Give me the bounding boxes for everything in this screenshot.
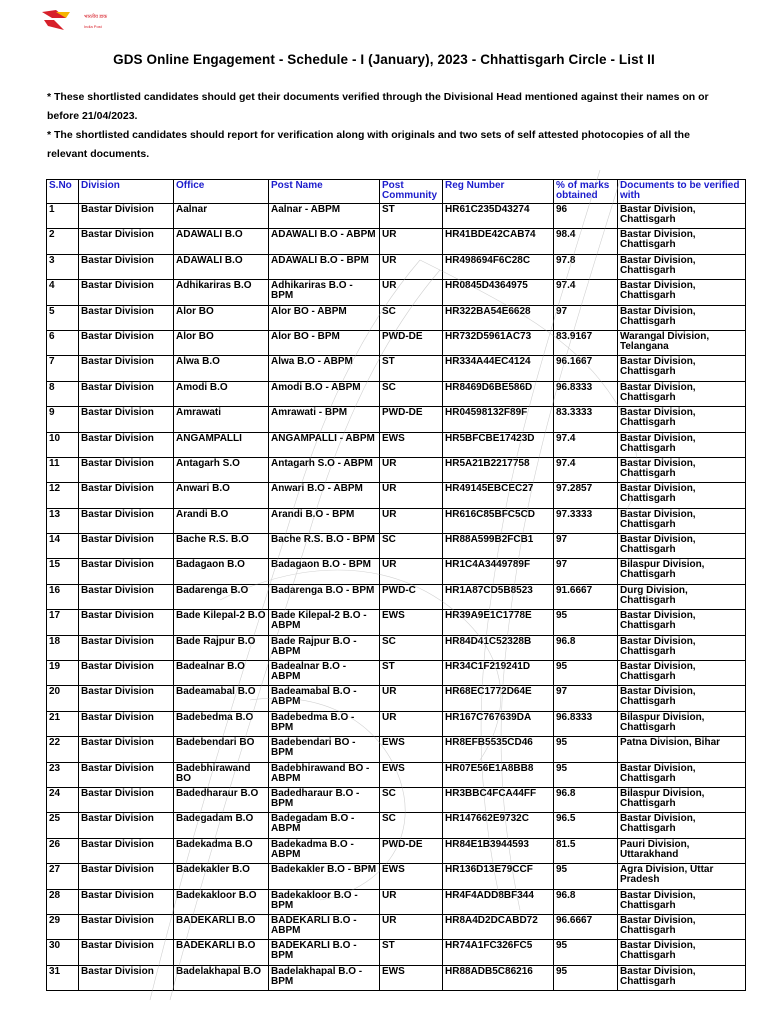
table-cell: 95: [554, 965, 618, 990]
table-cell: Bastar Division: [79, 305, 174, 330]
table-row: [47, 483, 746, 508]
table-cell: 97.4: [554, 280, 618, 305]
table-cell: PWD-C: [380, 584, 443, 609]
table-cell: SC: [380, 635, 443, 660]
table-cell: 18: [47, 635, 79, 660]
table-cell: HR8469D6BE586D: [443, 381, 554, 406]
table-cell: Bade Kilepal-2 B.O - ABPM: [269, 610, 380, 635]
table-cell: Bilaspur Division, Chattisgarh: [618, 711, 746, 736]
table-cell: BADEKARLI B.O: [174, 914, 269, 939]
table-cell: Badeamabal B.O: [174, 686, 269, 711]
column-header: Reg Number: [443, 180, 554, 204]
table-cell: Bastar Division: [79, 711, 174, 736]
table-row: [47, 330, 746, 355]
table-cell: Bastar Division: [79, 940, 174, 965]
notes-section: [47, 88, 727, 164]
note-1: * These shortlisted candidates should get their documents verified through the Divisional Head mentioned against their names on or before 21/04/2023.: [47, 91, 709, 122]
table-cell: HR5A21B2217758: [443, 457, 554, 482]
table-row: [47, 940, 746, 965]
table-cell: Bastar Division: [79, 787, 174, 812]
table-cell: Adhikariras B.O: [174, 280, 269, 305]
table-cell: HR68EC1772D64E: [443, 686, 554, 711]
table-cell: Arandi B.O: [174, 508, 269, 533]
table-cell: Bastar Division: [79, 407, 174, 432]
table-cell: Badekakler B.O: [174, 864, 269, 889]
table-cell: HR07E56E1A8BB8: [443, 762, 554, 787]
table-cell: Arandi B.O - BPM: [269, 508, 380, 533]
table-cell: HR732D5961AC73: [443, 330, 554, 355]
table-cell: Bastar Division: [79, 204, 174, 229]
table-cell: EWS: [380, 864, 443, 889]
table-header-row: [47, 180, 746, 204]
table-cell: Alor BO: [174, 305, 269, 330]
table-cell: Bastar Division: [79, 432, 174, 457]
table-cell: Alwa B.O: [174, 356, 269, 381]
table-cell: 97: [554, 559, 618, 584]
table-cell: 7: [47, 356, 79, 381]
table-row: [47, 508, 746, 533]
table-cell: Antagarh S.O: [174, 457, 269, 482]
table-row: [47, 305, 746, 330]
table-cell: HR04598132F89F: [443, 407, 554, 432]
table-cell: 81.5: [554, 838, 618, 863]
table-cell: Badebendari BO - BPM: [269, 737, 380, 762]
table-cell: ADAWALI B.O - BPM: [269, 254, 380, 279]
table-row: [47, 914, 746, 939]
table-cell: HR8A4D2DCABD72: [443, 914, 554, 939]
table-cell: UR: [380, 686, 443, 711]
table-row: [47, 254, 746, 279]
table-cell: Bilaspur Division, Chattisgarh: [618, 559, 746, 584]
table-cell: HR498694F6C28C: [443, 254, 554, 279]
table-cell: BADEKARLI B.O - ABPM: [269, 914, 380, 939]
table-cell: Bastar Division, Chattisgarh: [618, 356, 746, 381]
table-cell: Bastar Division, Chattisgarh: [618, 914, 746, 939]
table-cell: HR84D41C52328B: [443, 635, 554, 660]
table-cell: ST: [380, 356, 443, 381]
table-cell: 97.2857: [554, 483, 618, 508]
table-row: [47, 356, 746, 381]
table-cell: EWS: [380, 762, 443, 787]
table-cell: 98.4: [554, 229, 618, 254]
table-cell: Bastar Division, Chattisgarh: [618, 635, 746, 660]
table-cell: Durg Division, Chattisgarh: [618, 584, 746, 609]
table-cell: 13: [47, 508, 79, 533]
table-cell: HR0845D4364975: [443, 280, 554, 305]
table-cell: EWS: [380, 432, 443, 457]
table-cell: HR49145EBCEC27: [443, 483, 554, 508]
table-cell: 96.8333: [554, 381, 618, 406]
table-cell: 30: [47, 940, 79, 965]
column-header: Division: [79, 180, 174, 204]
table-cell: Badelakhapal B.O: [174, 965, 269, 990]
table-row: [47, 559, 746, 584]
table-cell: Badekadma B.O: [174, 838, 269, 863]
table-cell: Badekakler B.O - BPM: [269, 864, 380, 889]
table-cell: UR: [380, 711, 443, 736]
table-cell: Bastar Division, Chattisgarh: [618, 762, 746, 787]
table-cell: Alor BO - ABPM: [269, 305, 380, 330]
table-cell: Bastar Division, Chattisgarh: [618, 889, 746, 914]
table-cell: Bastar Division: [79, 330, 174, 355]
table-cell: HR88ADB5C86216: [443, 965, 554, 990]
table-row: [47, 889, 746, 914]
table-cell: Adhikariras B.O - BPM: [269, 280, 380, 305]
table-cell: Bastar Division, Chattisgarh: [618, 407, 746, 432]
table-cell: Badeamabal B.O - ABPM: [269, 686, 380, 711]
table-cell: UR: [380, 914, 443, 939]
table-cell: 5: [47, 305, 79, 330]
table-cell: Bastar Division, Chattisgarh: [618, 204, 746, 229]
table-cell: 95: [554, 762, 618, 787]
table-cell: Bache R.S. B.O - BPM: [269, 534, 380, 559]
table-cell: Bastar Division: [79, 280, 174, 305]
table-cell: 3: [47, 254, 79, 279]
table-cell: Bastar Division, Chattisgarh: [618, 686, 746, 711]
table-cell: Bastar Division, Chattisgarh: [618, 432, 746, 457]
table-row: [47, 432, 746, 457]
table-cell: Bastar Division, Chattisgarh: [618, 229, 746, 254]
table-row: [47, 661, 746, 686]
table-cell: HR334A44EC4124: [443, 356, 554, 381]
table-cell: SC: [380, 305, 443, 330]
table-row: [47, 204, 746, 229]
table-cell: HR1A87CD5B8523: [443, 584, 554, 609]
table-cell: Amodi B.O: [174, 381, 269, 406]
table-cell: 97: [554, 305, 618, 330]
table-cell: Aalnar: [174, 204, 269, 229]
table-cell: Badelakhapal B.O - BPM: [269, 965, 380, 990]
table-row: [47, 584, 746, 609]
table-cell: 27: [47, 864, 79, 889]
table-cell: HR167C767639DA: [443, 711, 554, 736]
table-cell: HR34C1F219241D: [443, 661, 554, 686]
table-row: [47, 610, 746, 635]
column-header: S.No: [47, 180, 79, 204]
table-cell: Badebhirawand BO: [174, 762, 269, 787]
table-cell: Bastar Division: [79, 483, 174, 508]
table-cell: Badebedma B.O - BPM: [269, 711, 380, 736]
table-row: [47, 787, 746, 812]
table-cell: HR84E1B3944593: [443, 838, 554, 863]
table-cell: Bastar Division: [79, 635, 174, 660]
table-cell: Bastar Division, Chattisgarh: [618, 508, 746, 533]
table-cell: Bastar Division: [79, 661, 174, 686]
table-cell: ST: [380, 661, 443, 686]
table-cell: 96.6667: [554, 914, 618, 939]
table-cell: 97: [554, 534, 618, 559]
table-cell: 1: [47, 204, 79, 229]
table-cell: 31: [47, 965, 79, 990]
table-cell: PWD-DE: [380, 407, 443, 432]
table-row: [47, 457, 746, 482]
table-cell: 25: [47, 813, 79, 838]
table-cell: Bastar Division: [79, 889, 174, 914]
table-cell: HR8EFB5535CD46: [443, 737, 554, 762]
table-cell: 14: [47, 534, 79, 559]
table-cell: 95: [554, 940, 618, 965]
table-row: [47, 381, 746, 406]
table-cell: Alor BO: [174, 330, 269, 355]
table-cell: HR136D13E79CCF: [443, 864, 554, 889]
table-cell: 97.8: [554, 254, 618, 279]
table-cell: Badedharaur B.O - BPM: [269, 787, 380, 812]
table-cell: 96.1667: [554, 356, 618, 381]
table-cell: Bastar Division: [79, 559, 174, 584]
table-cell: Bade Kilepal-2 B.O: [174, 610, 269, 635]
table-cell: Badedharaur B.O: [174, 787, 269, 812]
table-cell: Bastar Division, Chattisgarh: [618, 254, 746, 279]
table-cell: 4: [47, 280, 79, 305]
table-cell: 83.3333: [554, 407, 618, 432]
table-cell: Bache R.S. B.O: [174, 534, 269, 559]
table-cell: Bastar Division, Chattisgarh: [618, 534, 746, 559]
table-cell: Bastar Division, Chattisgarh: [618, 661, 746, 686]
table-cell: EWS: [380, 737, 443, 762]
table-cell: HR61C235D43274: [443, 204, 554, 229]
table-cell: 96: [554, 204, 618, 229]
column-header: Office: [174, 180, 269, 204]
table-cell: 96.8: [554, 787, 618, 812]
table-cell: UR: [380, 889, 443, 914]
table-cell: Bade Rajpur B.O - ABPM: [269, 635, 380, 660]
table-cell: 8: [47, 381, 79, 406]
table-cell: Alwa B.O - ABPM: [269, 356, 380, 381]
table-cell: UR: [380, 559, 443, 584]
table-cell: Warangal Division, Telangana: [618, 330, 746, 355]
table-row: [47, 813, 746, 838]
table-row: [47, 686, 746, 711]
table-cell: Badebedma B.O: [174, 711, 269, 736]
table-cell: Badebhirawand BO - ABPM: [269, 762, 380, 787]
table-cell: ADAWALI B.O - ABPM: [269, 229, 380, 254]
table-cell: 23: [47, 762, 79, 787]
table-cell: 97.4: [554, 432, 618, 457]
table-cell: ADAWALI B.O: [174, 229, 269, 254]
table-cell: UR: [380, 280, 443, 305]
column-header: Documents to be verified with: [618, 180, 746, 204]
table-cell: Bastar Division, Chattisgarh: [618, 381, 746, 406]
table-cell: 29: [47, 914, 79, 939]
table-cell: Amrawati: [174, 407, 269, 432]
table-cell: UR: [380, 508, 443, 533]
table-cell: Bastar Division: [79, 356, 174, 381]
table-cell: 15: [47, 559, 79, 584]
table-cell: 16: [47, 584, 79, 609]
table-cell: ADAWALI B.O: [174, 254, 269, 279]
table-cell: Bastar Division, Chattisgarh: [618, 483, 746, 508]
table-cell: UR: [380, 457, 443, 482]
table-cell: Anwari B.O - ABPM: [269, 483, 380, 508]
table-cell: Bilaspur Division, Chattisgarh: [618, 787, 746, 812]
table-cell: Badekadma B.O - ABPM: [269, 838, 380, 863]
table-cell: Amrawati - BPM: [269, 407, 380, 432]
table-cell: 17: [47, 610, 79, 635]
table-row: [47, 737, 746, 762]
table-cell: BADEKARLI B.O: [174, 940, 269, 965]
table-cell: Bastar Division: [79, 229, 174, 254]
table-cell: Agra Division, Uttar Pradesh: [618, 864, 746, 889]
india-post-logo-icon: [40, 6, 112, 38]
table-cell: 19: [47, 661, 79, 686]
table-cell: Bastar Division, Chattisgarh: [618, 305, 746, 330]
table-row: [47, 711, 746, 736]
table-body: [47, 204, 746, 991]
table-row: [47, 635, 746, 660]
table-cell: Bastar Division: [79, 254, 174, 279]
table-row: [47, 762, 746, 787]
table-cell: Amodi B.O - ABPM: [269, 381, 380, 406]
table-cell: Badekakloor B.O: [174, 889, 269, 914]
table-cell: Badealnar B.O - ABPM: [269, 661, 380, 686]
table-cell: ANGAMPALLI - ABPM: [269, 432, 380, 457]
table-cell: PWD-DE: [380, 330, 443, 355]
table-cell: HR322BA54E6628: [443, 305, 554, 330]
table-cell: 97.3333: [554, 508, 618, 533]
table-cell: 96.8: [554, 635, 618, 660]
table-cell: HR616C85BFC5CD: [443, 508, 554, 533]
table-cell: 22: [47, 737, 79, 762]
table-cell: 28: [47, 889, 79, 914]
table-cell: Badealnar B.O: [174, 661, 269, 686]
column-header: Post Name: [269, 180, 380, 204]
table-cell: Badarenga B.O: [174, 584, 269, 609]
table-cell: Bastar Division, Chattisgarh: [618, 610, 746, 635]
table-cell: 97: [554, 686, 618, 711]
table-cell: UR: [380, 229, 443, 254]
table-cell: 10: [47, 432, 79, 457]
table-cell: Alor BO - BPM: [269, 330, 380, 355]
table-cell: HR39A9E1C1778E: [443, 610, 554, 635]
table-cell: Bastar Division: [79, 381, 174, 406]
table-cell: Bastar Division: [79, 813, 174, 838]
table-cell: Bastar Division, Chattisgarh: [618, 965, 746, 990]
table-cell: BADEKARLI B.O - BPM: [269, 940, 380, 965]
table-row: [47, 838, 746, 863]
table-cell: 11: [47, 457, 79, 482]
table-cell: HR3BBC4FCA44FF: [443, 787, 554, 812]
table-cell: HR5BFCBE17423D: [443, 432, 554, 457]
table-cell: UR: [380, 254, 443, 279]
table-cell: HR4F4ADD8BF344: [443, 889, 554, 914]
table-cell: Badebendari BO: [174, 737, 269, 762]
table-cell: SC: [380, 813, 443, 838]
table-cell: Bastar Division: [79, 914, 174, 939]
logo-hindi-text: भारतीय डाक: [84, 14, 108, 20]
table-cell: Bastar Division: [79, 610, 174, 635]
page-title: GDS Online Engagement - Schedule - I (January), 2023 - Chhattisgarh Circle - List II: [113, 52, 655, 67]
table-cell: Patna Division, Bihar: [618, 737, 746, 762]
table-cell: Bastar Division: [79, 534, 174, 559]
table-cell: 24: [47, 787, 79, 812]
table-cell: 95: [554, 661, 618, 686]
table-row: [47, 864, 746, 889]
table-cell: 91.6667: [554, 584, 618, 609]
table-cell: Badegadam B.O: [174, 813, 269, 838]
table-cell: 95: [554, 737, 618, 762]
table-cell: Bastar Division, Chattisgarh: [618, 457, 746, 482]
table-cell: 21: [47, 711, 79, 736]
table-row: [47, 965, 746, 990]
table-cell: Bastar Division: [79, 686, 174, 711]
table-row: [47, 534, 746, 559]
column-header: % of marks obtained: [554, 180, 618, 204]
table-cell: Bastar Division: [79, 838, 174, 863]
table-cell: ST: [380, 940, 443, 965]
table-cell: 96.5: [554, 813, 618, 838]
table-cell: 20: [47, 686, 79, 711]
note-2: * The shortlisted candidates should report for verification along with originals and two sets of self attested photocopies of all the relevant documents.: [47, 129, 690, 160]
table-cell: Bastar Division: [79, 457, 174, 482]
table-cell: 95: [554, 864, 618, 889]
table-cell: Bastar Division: [79, 508, 174, 533]
table-row: [47, 229, 746, 254]
table-cell: 96.8333: [554, 711, 618, 736]
table-cell: Badagaon B.O - BPM: [269, 559, 380, 584]
table-row: [47, 407, 746, 432]
table-cell: HR41BDE42CAB74: [443, 229, 554, 254]
table-cell: HR147662E9732C: [443, 813, 554, 838]
table-cell: 26: [47, 838, 79, 863]
table-cell: Bastar Division: [79, 584, 174, 609]
table-cell: 97.4: [554, 457, 618, 482]
table-cell: Bastar Division: [79, 864, 174, 889]
table-cell: Badarenga B.O - BPM: [269, 584, 380, 609]
table-cell: EWS: [380, 610, 443, 635]
table-cell: HR1C4A3449789F: [443, 559, 554, 584]
table-cell: HR74A1FC326FC5: [443, 940, 554, 965]
table-cell: 83.9167: [554, 330, 618, 355]
table-cell: Bastar Division: [79, 762, 174, 787]
table-cell: PWD-DE: [380, 838, 443, 863]
table-cell: 95: [554, 610, 618, 635]
table-cell: Pauri Division, Uttarakhand: [618, 838, 746, 863]
table-cell: 96.8: [554, 889, 618, 914]
table-row: [47, 280, 746, 305]
table-cell: 6: [47, 330, 79, 355]
table-cell: Antagarh S.O - ABPM: [269, 457, 380, 482]
table-cell: EWS: [380, 965, 443, 990]
table-cell: Anwari B.O: [174, 483, 269, 508]
table-cell: Bastar Division, Chattisgarh: [618, 280, 746, 305]
table-cell: SC: [380, 381, 443, 406]
table-cell: Bade Rajpur B.O: [174, 635, 269, 660]
table-cell: HR88A599B2FCB1: [443, 534, 554, 559]
table-cell: Badekakloor B.O - BPM: [269, 889, 380, 914]
table-cell: SC: [380, 534, 443, 559]
shortlist-table: [46, 179, 746, 991]
table-cell: Bastar Division, Chattisgarh: [618, 940, 746, 965]
table-cell: 12: [47, 483, 79, 508]
table-cell: Bastar Division, Chattisgarh: [618, 813, 746, 838]
table-cell: Badagaon B.O: [174, 559, 269, 584]
column-header: Post Community: [380, 180, 443, 204]
table-cell: Badegadam B.O - ABPM: [269, 813, 380, 838]
table-cell: Aalnar - ABPM: [269, 204, 380, 229]
table-cell: ST: [380, 204, 443, 229]
table-cell: 9: [47, 407, 79, 432]
table-cell: UR: [380, 483, 443, 508]
table-cell: ANGAMPALLI: [174, 432, 269, 457]
table-cell: Bastar Division: [79, 737, 174, 762]
india-post-logo: [40, 6, 112, 38]
logo-subtext: India Post: [84, 24, 102, 29]
table-cell: 2: [47, 229, 79, 254]
table-cell: Bastar Division: [79, 965, 174, 990]
table-cell: SC: [380, 787, 443, 812]
